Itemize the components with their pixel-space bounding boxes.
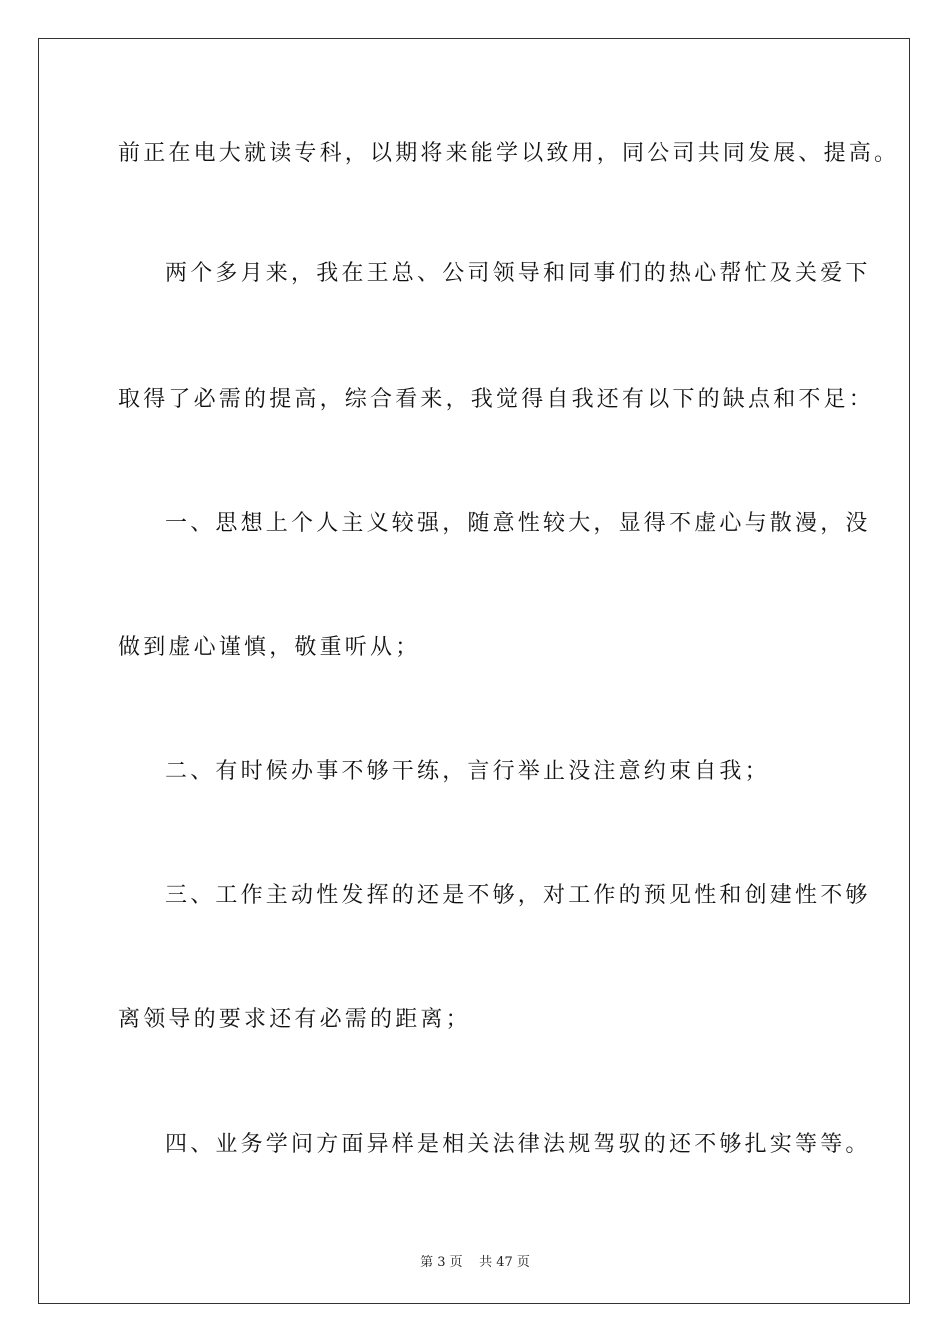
page-number-footer: 第 3 页 共 47 页 <box>420 1255 530 1270</box>
paragraph-line: 取得了必需的提高，综合看来，我觉得自我还有以下的缺点和不足： <box>118 387 875 412</box>
paragraph-line: 前正在电大就读专科，以期将来能学以致用，同公司共同发展、提高。 <box>118 141 900 166</box>
paragraph-line: 一、思想上个人主义较强，随意性较大，显得不虚心与散漫，没 <box>165 511 871 536</box>
paragraph-line: 离领导的要求还有必需的距离； <box>118 1007 471 1032</box>
paragraph-line: 三、工作主动性发挥的还是不够，对工作的预见性和创建性不够 <box>165 883 871 908</box>
paragraph-line: 两个多月来，我在王总、公司领导和同事们的热心帮忙及关爱下 <box>165 261 871 286</box>
paragraph-line: 四、业务学问方面异样是相关法律法规驾驭的还不够扎实等等。 <box>165 1132 871 1157</box>
paragraph-line: 做到虚心谨慎，敬重听从； <box>118 635 421 660</box>
paragraph-line: 二、有时候办事不够干练，言行举止没注意约束自我； <box>165 759 770 784</box>
page-border <box>38 38 910 1304</box>
